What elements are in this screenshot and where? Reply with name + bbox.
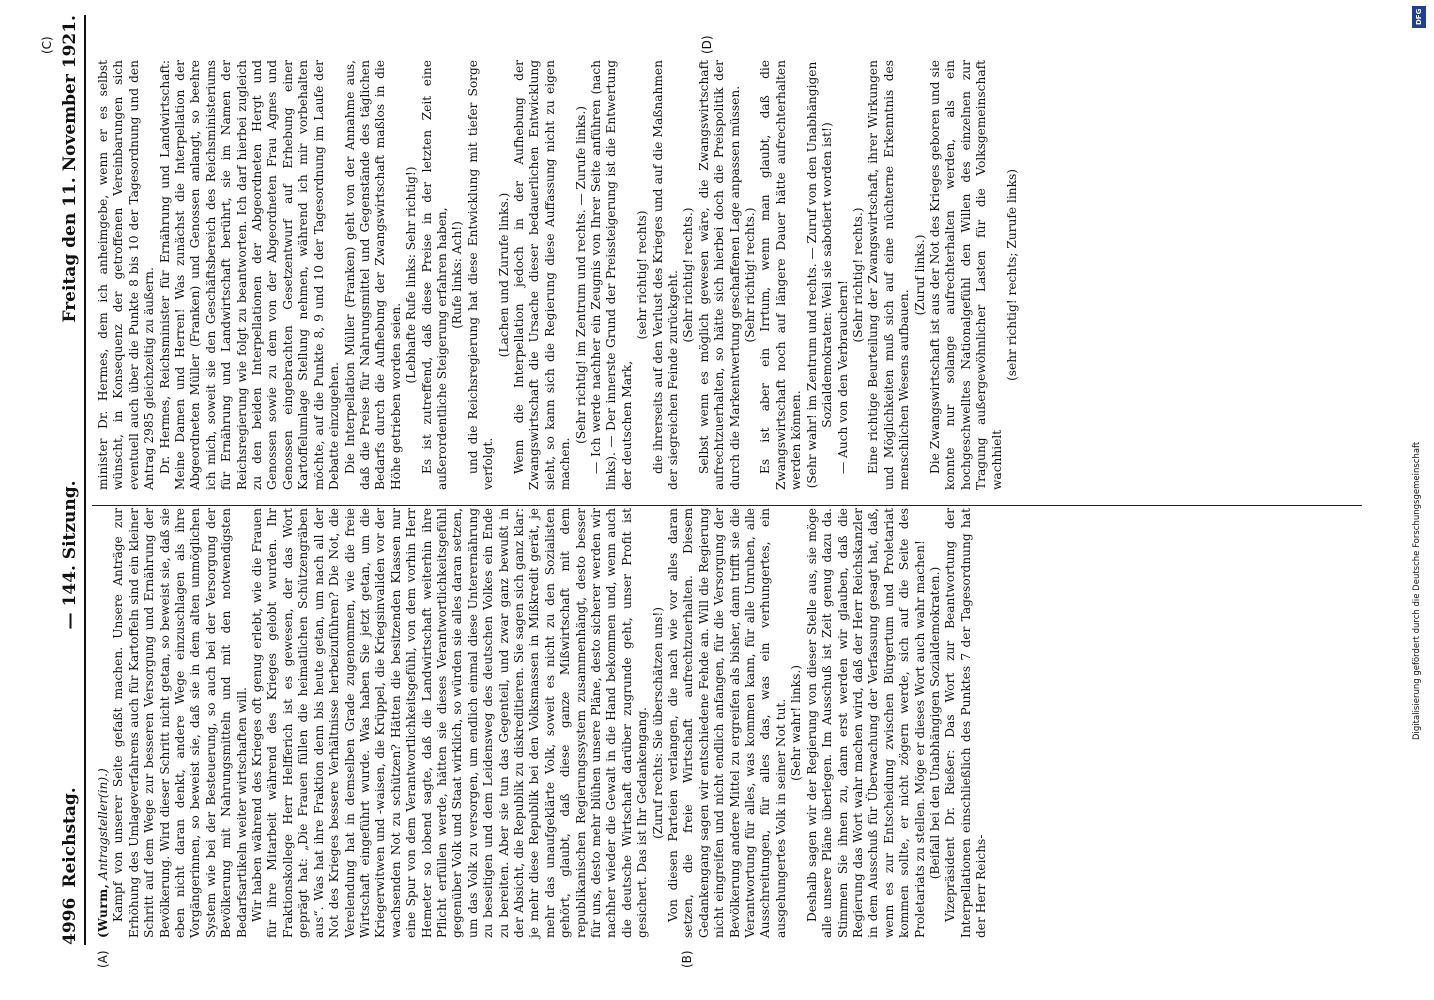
session-number: — 144. Sitzung. bbox=[60, 480, 80, 630]
interjection: (Lachen und Zurufe links.) bbox=[496, 192, 511, 358]
interjection: (sehr richtig! rechts; Zurufe links) bbox=[1004, 169, 1019, 382]
column-divider bbox=[92, 505, 1362, 506]
paragraph: die ihrerseits auf den Verlust des Krieges und auf die Maßnahmen der siegreichen Feinde zurückgeht. bbox=[650, 60, 681, 490]
paragraph: Von diesen Parteien verlangen, die nach wie vor alles daran setzen, die freie Wirtschaft aufrechtzuerhalten. Diesem Gedankengang sagen wir entschiedene Fehde an. Will die Regierung nicht eingreifen und nicht endlich anfangen, für die Versorgung der Bevölkerung andere Mittel zu ergreifen als bisher, dann trifft sie die Verantwortung für alles, was kommen kann, für alle Unruhen, alle Ausschreitungen, für alles das, was ein verhungertes, ein ausgehungertes Volk in seiner Not tut. bbox=[666, 508, 788, 938]
paragraph: Dr. Hermes, Reichsminister für Ernährung und Landwirtschaft: Meine Damen und Herren! Was zunächst die Interpellation der Abgeordneten Müller (Franken) und Genossen anlangt, so beehre ich mich, soweit sie den Geschäftsbereich des Reichsministeriums für Ernährung und Landwirtschaft berührt, sie im Namen der Reichsregierung wie folgt zu beantworten. Ich darf hierbei zugleich zu den beiden Interpellationen der Abgeordneten Hergt und Genossen sowie zu dem von der Abgeordneten Frau Agnes und Genossen eingebrachten Gesetzentwurf auf Erhebung einer Kartoffelumlage Stellung nehmen, während ich mir vorbehalten möchte, auf die Punkte 8, 9 und 10 der Tagesordnung im Laufe der Debatte einzugehen. bbox=[157, 60, 342, 490]
margin-marker-d: (D) bbox=[700, 35, 714, 54]
paragraph: Wenn die Interpellation jedoch in der Aufhebung der Zwangswirtschaft die Ursache dieser bedauerlichen Entwicklung sieht, so kann sich die Regierung diese Auffassung nicht zu eigen machen. bbox=[511, 60, 573, 490]
paragraph: Eine richtige Beurteilung der Zwangswirtschaft, ihrer Wirkungen und Möglichkeiten muß sich auf eine nüchterne Erkenntnis des menschlichen Wesens aufbauen. bbox=[866, 60, 912, 490]
interjection: (Sehr richtig! rechts.) bbox=[681, 207, 696, 343]
paragraph: Selbst wenn es möglich gewesen wäre, die Zwangswirtschaft aufrechtzuerhalten, so hätte sich hierbei doch die Preispolitik der durch die Markentwertung geschaffenen Lage anpassen müssen. bbox=[696, 60, 742, 490]
interjection: (Lebhafte Rufe links: Sehr richtig!) bbox=[404, 166, 419, 384]
paragraph: — Ich werde nachher ein Zeugnis von Ihrer Seite anführen (nach links). — Der innerste Grund der Preissteigerung ist die Entwertung der deutschen Mark, bbox=[589, 60, 634, 490]
speaker-role: Antragsteller(in).) bbox=[96, 768, 110, 880]
paragraph: und die Reichsregierung hat diese Entwicklung mit tiefer Sorge verfolgt. bbox=[465, 60, 496, 490]
parliament-name: Reichstag. bbox=[60, 787, 80, 888]
interjection: (Sehr wahr! links.) bbox=[789, 665, 804, 781]
left-column bbox=[96, 508, 990, 938]
paragraph: Die Interpellation Müller (Franken) geht von der Annahme aus, daß die Preise für Nahrungsmittel und Gegenstände des täglichen Bedarfs durch die Aufhebung der Zwangswirtschaft maßlos in die Höhe getrieben worden seien. bbox=[342, 60, 403, 490]
right-column bbox=[96, 60, 1020, 490]
paragraph: Deshalb sagen wir der Regierung von dieser Stelle aus, sie möge alle unsere Pläne überlegen. Im Ausschuß ist Zeit genug dazu da. Stimmen Sie ihnen zu, dann erst werden wir glauben, daß die Regierung das Wort wahr machen wird, daß der Herr Reichskanzler in dem Ausschuß für Überwachung der Verfassung gesagt hat, daß, wenn es zur Entscheidung zwischen Bürgertum und Proletariat kommen sollte, er nicht zögern werde, sich auf die Seite des Proletariats zu stellen. Möge er dieses Wort auch wahr machen! bbox=[804, 508, 927, 938]
interjection: (Sehr wahr! im Zentrum und rechts. — Zuruf von den Unabhängigen Sozialdemokraten: Weil sie sabotiert worden ist!) bbox=[804, 61, 835, 489]
interjection: (Rufe links: Ach!) bbox=[450, 221, 465, 329]
margin-marker-c: (C) bbox=[40, 36, 54, 54]
paragraph: minister Dr. Hermes, dem ich anheimgebe, wenn er es selbst wünscht, in Konsequenz der getroffenen Vereinbarungen sich eventuell auch über die Punkte 8 bis 10 der Tagesordnung und den Antrag 2985 gleichzeitig zu äußern. bbox=[96, 60, 157, 490]
speaker-line bbox=[96, 508, 111, 938]
margin-marker-b: (B) bbox=[680, 950, 694, 968]
interjection: (Beifall bei den Unabhängigen Sozialdemokraten.) bbox=[927, 566, 942, 880]
interjection: (Sehr richtig! rechts.) bbox=[743, 207, 758, 343]
interjection: (Zuruf rechts: Sie überschätzen uns!) bbox=[650, 606, 665, 840]
interjection: (Zuruf links.) bbox=[912, 234, 927, 316]
dfg-logo: DFG bbox=[1412, 6, 1426, 28]
interjection: (sehr richtig! rechts) bbox=[635, 210, 650, 340]
paragraph: Vizepräsident Dr. Rießer: Das Wort zur Beantwortung der Interpellationen einschließlich des Punktes 7 der Tagesordnung hat der Herr Reichs- bbox=[943, 508, 989, 938]
speaker-name: (Wurm, bbox=[96, 883, 110, 938]
paragraph: Kampf von unserer Seite gefaßt machen. Unsere Anträge zur Erhöhung des Umlageverfahrens auch für Kartoffeln sind ein kleiner Schritt auf dem Wege zur besseren Versorgung und Ernährung der Bevölkerung. Wird dieser Schritt nicht getan, so beweist sie, daß sie eben nicht daran denkt, andere Wege einzuschlagen als ihre Vorgängerinnen, so beweist sie, daß sie in dem alten unmöglichen System wie bei der Besteuerung, so auch bei der Versorgung der Bevölkerung mit Nahrungsmitteln und mit den notwendigsten Bedarfsartikeln weiter wirtschaften will. bbox=[111, 508, 249, 938]
interjection: (Sehr richtig! im Zentrum und rechts. — Zurufe links.) bbox=[573, 105, 588, 445]
digitization-note: Digitalisierung gefördert durch die Deutsche Forschungsgemeinschaft bbox=[1412, 441, 1422, 740]
paragraph: Die Zwangswirtschaft ist aus der Not des Krieges geboren und sie konnte nur solange aufrechterhalten werden, als ein hochgeschwelltes Nationalgefühl den Willen des einzelnen zur Tragung außergewöhnlicher Lasten für die Volksgemeinschaft wachhielt bbox=[927, 60, 1004, 490]
paragraph: — Auch von den Verbrauchern! bbox=[835, 280, 850, 474]
margin-marker-a: (A) bbox=[96, 950, 110, 968]
header-left bbox=[60, 787, 80, 945]
paragraph: Wir haben während des Krieges oft genug erlebt, wie die Frauen für ihre Mitarbeit während des Krieges gelobt wurden. Ihr Fraktionskollege Herr Helfferich ist es gewesen, der das Wort geprägt hat: „Die Frauen füllen die heimatlichen Schützengräben aus“. Was hat ihre Fraktion denn bis heute getan, um nach all der Not des Krieges bessere Verhältnisse herbeizuführen? Die Not, die Verelendung hat in demselben Grade zugenommen, wie die freie Wirtschaft eingeführt wurde. Was haben Sie jetzt getan, um die Kriegerwitwen und -waisen, die Krüppel, die Kriegsinvaliden vor der wachsenden Not zu schützen? Hätten die besitzenden Klassen nur eine Spur von dem Verantwortlichkeitsgefühl, von dem vorhin Herr Hemeter so lobend sagte, daß die Landwirtschaft weiterhin ihre Pflicht erfüllen werde, hätten sie dieses Verantwortlichkeitsgefühl gegenüber Volk und Staat wirklich, so würden sie alles daran setzen, um das Volk zu versorgen, um endlich einmal diese Unterernährung zu beseitigen und dem Leidensweg des deutschen Volkes ein Ende zu bereiten. Aber sie tun das Gegenteil, und zwar ganz bewußt in der Absicht, die Republik zu diskreditieren. Sie sagen sich ganz klar: je mehr diese Republik bei den Volksmassen in Mißkredit gerät, je mehr das unaufgeklärte Volk, soweit es nicht zu den Sozialisten gehört, glaubt, daß diese ganze Mißwirtschaft mit dem republikanischen Regierungssystem zusammenhängt, desto besser für uns, desto mehr blühen unsere Pläne, desto sicherer werden wir nachher wieder die Gewalt in die Hand bekommen und, wenn auch die deutsche Wirtschaft darüber zugrunde geht, unser Profit ist gesichert. Das ist Ihr Gedankengang. bbox=[250, 508, 650, 938]
page-number: 4996 bbox=[60, 897, 80, 945]
page-header bbox=[58, 15, 86, 945]
session-date: Freitag den 11. November 1921. bbox=[60, 15, 80, 323]
digitization-margin bbox=[1410, 0, 1428, 1000]
paragraph: Es ist zutreffend, daß diese Preise in der letzten Zeit eine außerordentliche Steigerung erfahren haben, bbox=[419, 60, 449, 490]
interjection: (Sehr richtig! rechts.) bbox=[850, 207, 865, 343]
paragraph: Es ist aber ein Irrtum, wenn man glaubt, daß die Zwangswirtschaft noch auf längere Dauer hätte aufrechterhalten werden können. bbox=[758, 60, 804, 490]
